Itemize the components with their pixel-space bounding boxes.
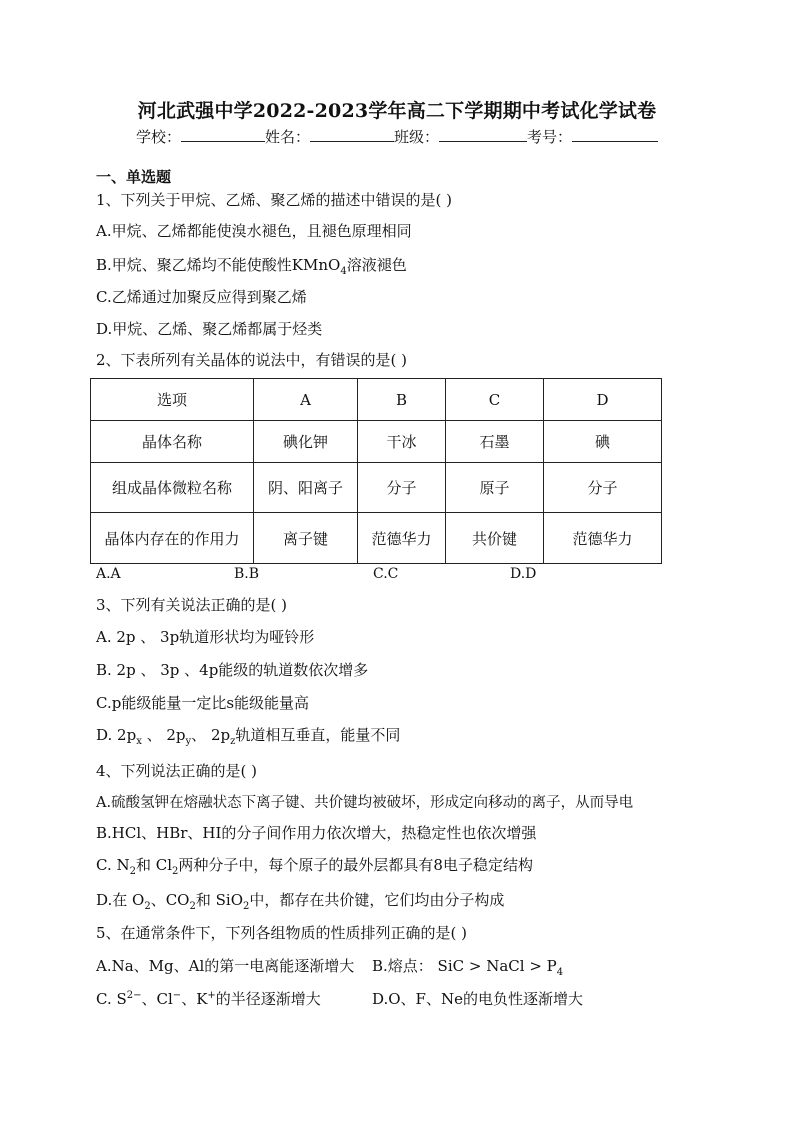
table-cell: 选项 bbox=[91, 379, 254, 421]
q5-b-pre: B.熔点： SiC > NaCl > P bbox=[372, 957, 557, 975]
table-cell: 晶体名称 bbox=[91, 421, 254, 463]
q4-option-a: A.硫酸氢钾在熔融状态下离子键、共价键均被破坏，形成定向移动的离子，从而导电 bbox=[96, 795, 634, 811]
table-cell: 共价键 bbox=[446, 513, 544, 564]
table-cell: C bbox=[446, 379, 544, 421]
q2-option-a: A.A bbox=[96, 566, 121, 582]
q4-c-pre: C. N bbox=[96, 856, 130, 874]
table-cell: 分子 bbox=[544, 463, 662, 513]
table-cell: 原子 bbox=[446, 463, 544, 513]
q4-c-mid: 和 Cl bbox=[135, 856, 173, 874]
school-blank[interactable] bbox=[181, 127, 265, 142]
table-cell: 碘化钾 bbox=[254, 421, 358, 463]
q4-d-sub3: 2 bbox=[243, 901, 250, 912]
student-info-line bbox=[0, 126, 794, 147]
table-cell: 干冰 bbox=[358, 421, 446, 463]
q3-d-y: y bbox=[185, 736, 192, 747]
q4-option-c bbox=[96, 854, 533, 877]
section-title: 一、单选题 bbox=[96, 168, 172, 186]
class-blank[interactable] bbox=[439, 127, 527, 142]
q4-d-sub1: 2 bbox=[144, 901, 151, 912]
q5-b-sub: 4 bbox=[556, 967, 564, 978]
q1-b-pre: B.甲烷、聚乙烯均不能使酸性 bbox=[96, 256, 292, 274]
q5-option-b bbox=[372, 955, 563, 978]
q5-c-sup1: 2− bbox=[126, 990, 142, 1001]
q5-c-mid2: 、K bbox=[181, 990, 208, 1008]
q3-d-mid2: 、 2p bbox=[191, 726, 231, 744]
q4-c-sub2: 2 bbox=[172, 866, 179, 877]
q1-b-sub: 4 bbox=[340, 266, 347, 277]
q5-option-c bbox=[96, 988, 321, 1009]
table-row bbox=[91, 379, 662, 421]
table-cell: 石墨 bbox=[446, 421, 544, 463]
table-row bbox=[91, 421, 662, 463]
q3-option-b: B. 2p 、 3p 、4p能级的轨道数依次增多 bbox=[96, 661, 369, 679]
table-cell: 碘 bbox=[544, 421, 662, 463]
q3-stem: 3、下列有关说法正确的是( ) bbox=[96, 596, 288, 614]
q5-c-post: 的半径逐渐增大 bbox=[215, 990, 321, 1008]
table-cell: B bbox=[358, 379, 446, 421]
q1-option-d: D.甲烷、乙烯、聚乙烯都属于烃类 bbox=[96, 320, 323, 338]
q4-d-mid2: 和 SiO bbox=[195, 891, 243, 909]
table-row bbox=[91, 513, 662, 564]
q4-stem: 4、下列说法正确的是( ) bbox=[96, 762, 258, 780]
q1-b-formula: KMnO bbox=[291, 256, 341, 274]
q4-option-d bbox=[96, 889, 504, 912]
class-label: 班级： bbox=[394, 128, 440, 146]
q4-c-post: 两种分子中，每个原子的最外层都具有8电子稳定结构 bbox=[178, 856, 533, 874]
q5-c-sup3: + bbox=[207, 990, 216, 1001]
table-cell: 范德华力 bbox=[544, 513, 662, 564]
q3-d-post: 轨道相互垂直，能量不同 bbox=[235, 726, 401, 744]
crystal-table bbox=[90, 378, 662, 564]
exam-title: 河北武强中学2022-2023学年高二下学期期中考试化学试卷 bbox=[137, 100, 657, 122]
q4-option-b: B.HCl、HBr、HI的分子间作用力依次增大，热稳定性也依次增强 bbox=[96, 824, 537, 842]
name-blank[interactable] bbox=[310, 127, 394, 142]
school-label: 学校： bbox=[135, 128, 181, 146]
q5-c-pre: C. S bbox=[96, 990, 127, 1008]
q3-d-mid1: 、 2p bbox=[141, 726, 186, 744]
q3-option-c: C.p能级能量一定比s能级能量高 bbox=[96, 694, 310, 712]
q4-d-pre: D.在 O bbox=[96, 891, 145, 909]
q3-d-x: x bbox=[136, 736, 142, 747]
name-label: 姓名： bbox=[264, 128, 310, 146]
q3-option-a: A. 2p 、 3p轨道形状均为哑铃形 bbox=[96, 628, 315, 646]
q2-stem: 2、下表所列有关晶体的说法中，有错误的是( ) bbox=[96, 351, 408, 369]
q2-option-d: D.D bbox=[510, 566, 537, 582]
table-cell: 阴、阳离子 bbox=[254, 463, 358, 513]
q5-option-d: D.O、F、Ne的电负性逐渐增大 bbox=[372, 990, 583, 1008]
q5-c-mid1: 、Cl bbox=[141, 990, 173, 1008]
q3-d-z: z bbox=[230, 736, 236, 747]
q1-b-post: 溶液褪色 bbox=[346, 256, 407, 274]
table-cell: A bbox=[254, 379, 358, 421]
table-cell: 组成晶体微粒名称 bbox=[91, 463, 254, 513]
q5-stem: 5、在通常条件下，下列各组物质的性质排列正确的是( ) bbox=[96, 924, 468, 942]
table-cell: 离子键 bbox=[254, 513, 358, 564]
table-row bbox=[91, 463, 662, 513]
q5-option-a: A.Na、Mg、Al的第一电离能逐渐增大 bbox=[96, 957, 355, 975]
exam-no-label: 考号： bbox=[527, 128, 573, 146]
q2-option-b: B.B bbox=[234, 566, 260, 582]
table-cell: 范德华力 bbox=[358, 513, 446, 564]
q3-option-d bbox=[96, 724, 400, 747]
table-cell: 晶体内存在的作用力 bbox=[91, 513, 254, 564]
q1-stem: 1、下列关于甲烷、乙烯、聚乙烯的描述中错误的是( ) bbox=[96, 191, 453, 209]
q1-option-a: A.甲烷、乙烯都能使溴水褪色，且褪色原理相同 bbox=[96, 222, 412, 240]
q1-option-c: C.乙烯通过加聚反应得到聚乙烯 bbox=[96, 288, 307, 306]
q4-d-mid1: 、CO bbox=[150, 891, 190, 909]
q4-d-post: 中，都存在共价键，它们均由分子构成 bbox=[249, 891, 505, 909]
exam-no-blank[interactable] bbox=[572, 127, 658, 142]
q2-option-c: C.C bbox=[373, 566, 399, 582]
q4-d-sub2: 2 bbox=[189, 901, 196, 912]
table-cell: 分子 bbox=[358, 463, 446, 513]
q3-d-pre: D. 2p bbox=[96, 726, 137, 744]
q1-option-b bbox=[96, 254, 407, 277]
q5-c-sup2: − bbox=[172, 990, 182, 1001]
q4-c-sub1: 2 bbox=[129, 866, 136, 877]
table-cell: D bbox=[544, 379, 662, 421]
